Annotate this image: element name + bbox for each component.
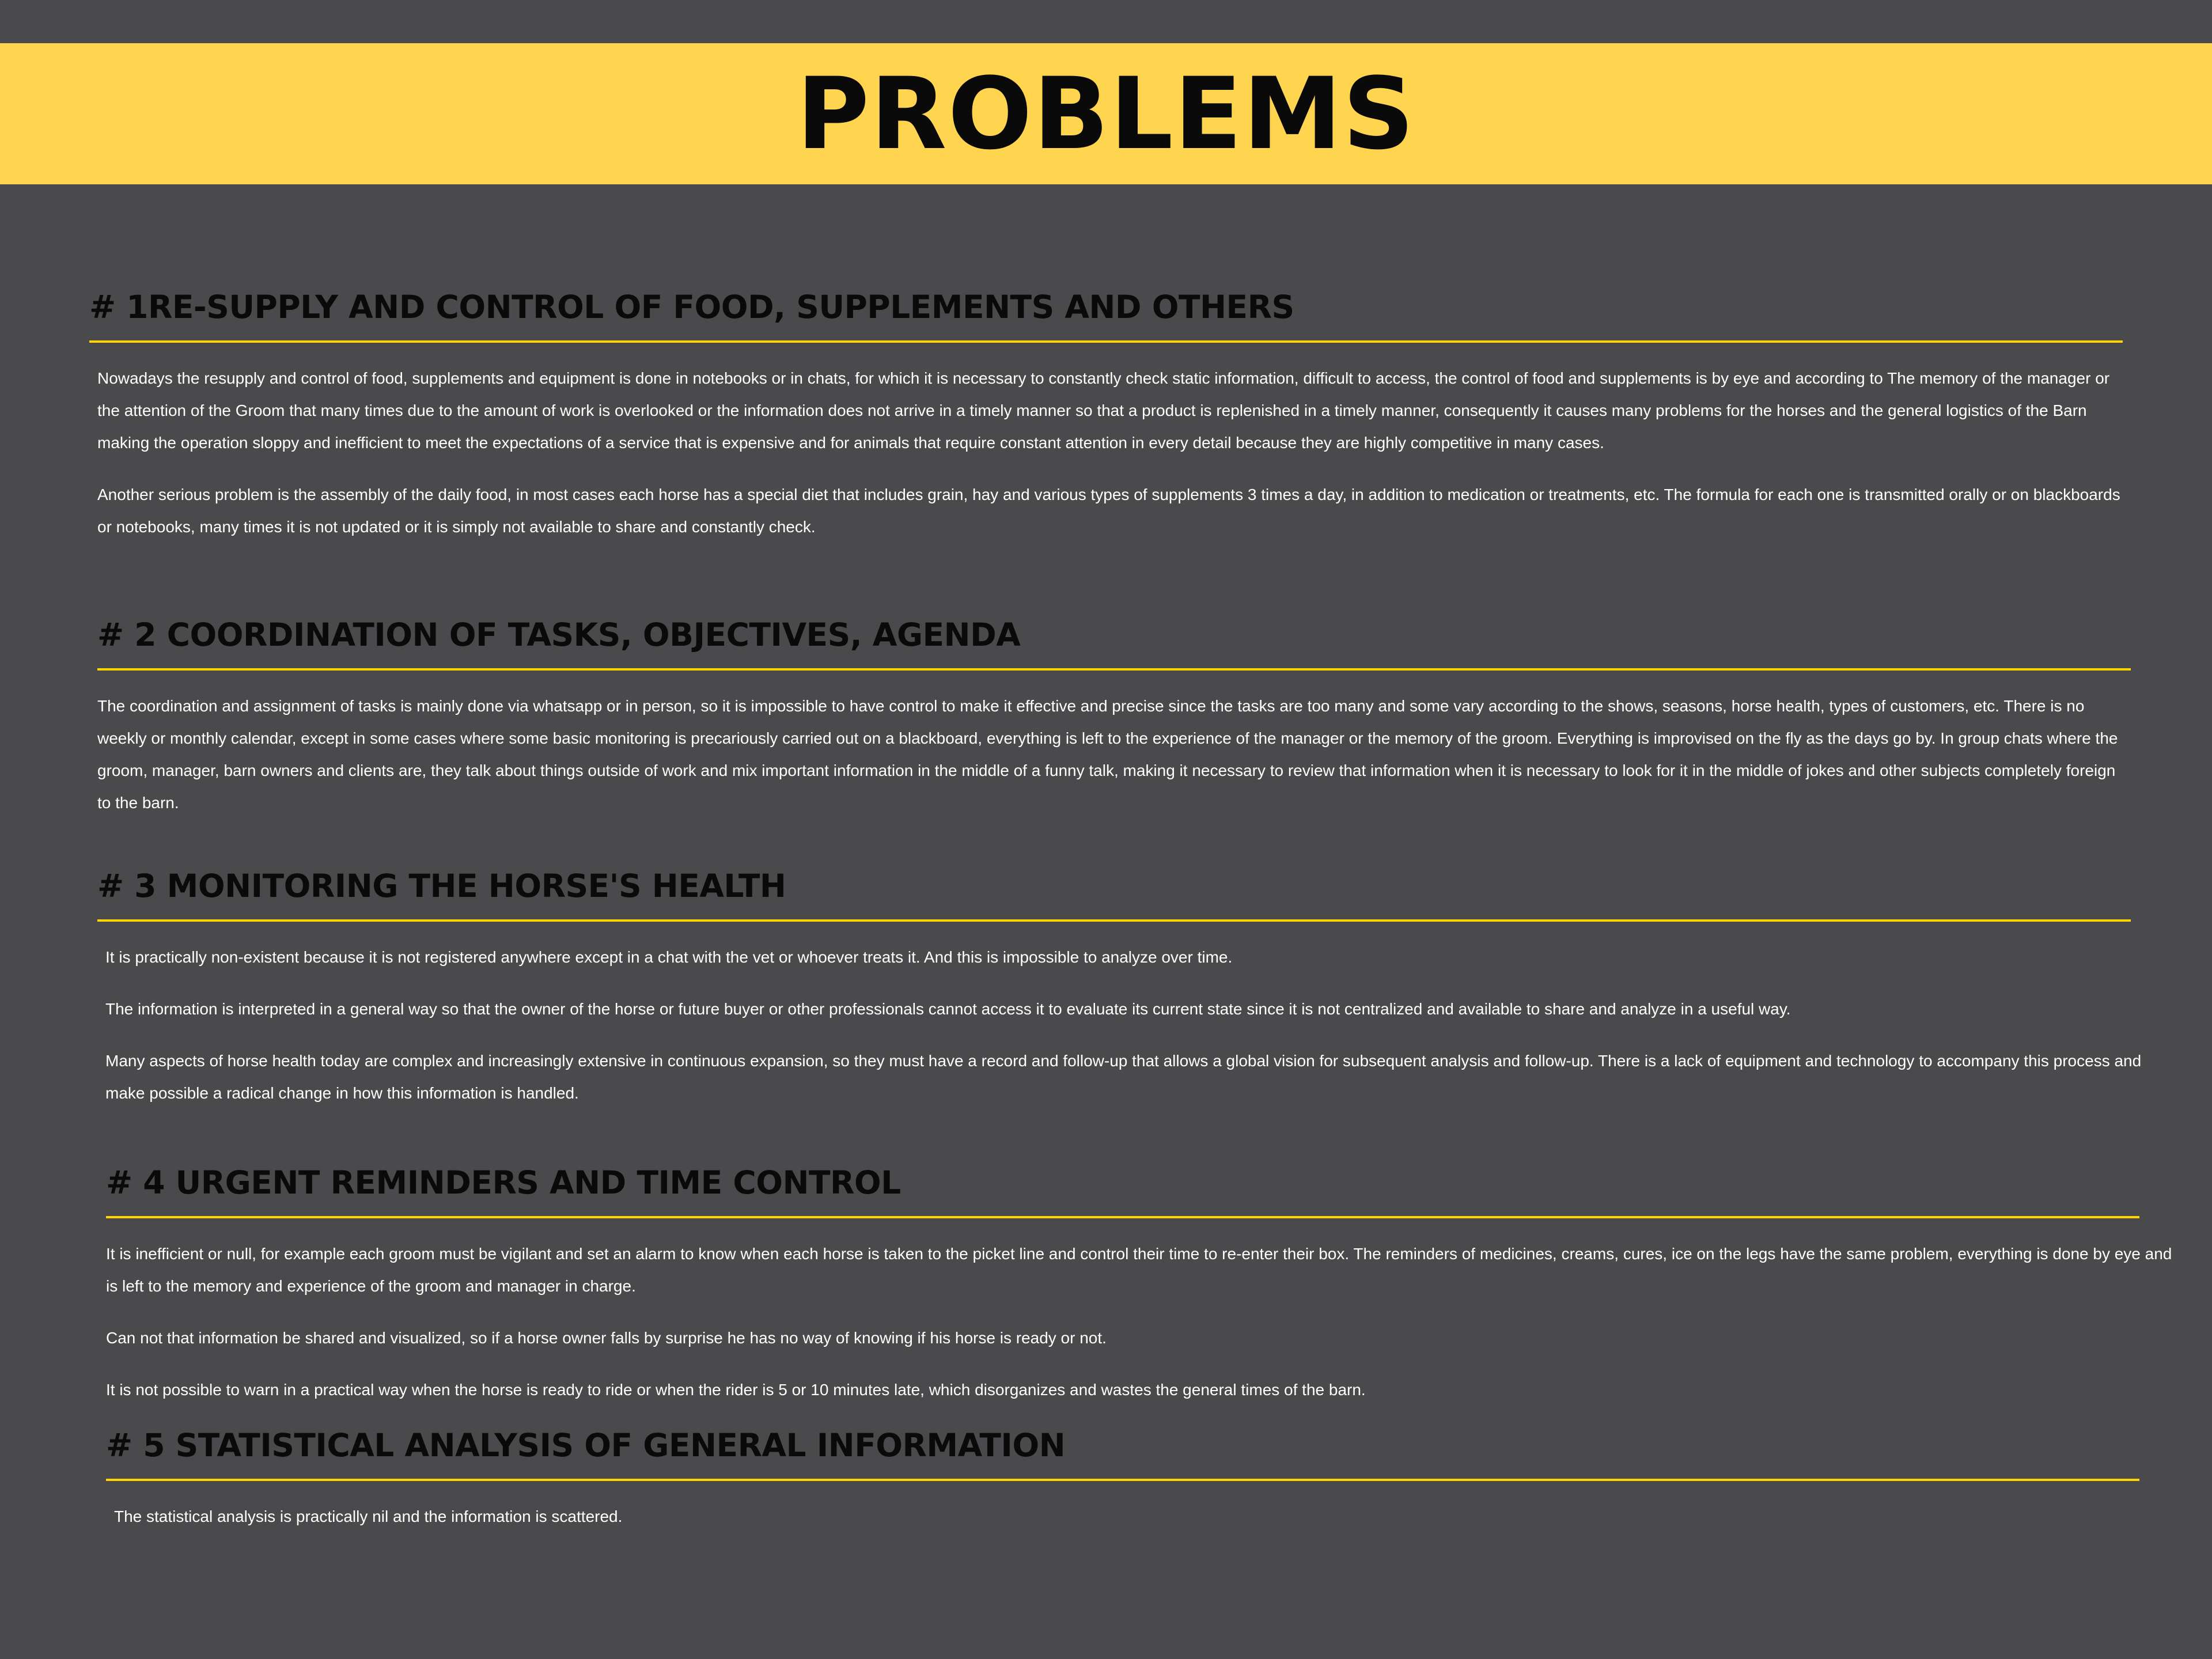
title-banner [0,43,2212,184]
section-horse-health [97,866,2145,1109]
paragraph: The coordination and assignment of tasks is mainly done via whatsapp or in person, so it is impossible to have control to make it effective and precise since the tasks are too many and some vary according to the shows, seasons, horse health, types of customers, etc. There is no weekly or monthly calendar, except in some cases where some basic monitoring is precariously carried out on a blackboard, everything is left to the experience of the manager or the memory of the groom. Everything is improvised on the fly as the days go by. In group chats where the groom, manager, barn owners and clients are, they talk about things outside of work and mix important information in the middle of a funny talk, making it necessary to review that information when it is necessary to look for it in the middle of jokes and other subjects completely foreign to the barn. [97,697,2118,812]
section-body [105,941,2145,1109]
section-divider [97,919,2131,922]
section-heading: # 5 STATISTICAL ANALYSIS OF GENERAL INFORMATION [106,1427,1066,1464]
paragraph: It is not possible to warn in a practical way when the horse is ready to ride or when the rider is 5 or 10 minutes late, which disorganizes and wastes the general times of the barn. [106,1381,1366,1399]
section-task-coordination [97,615,2131,819]
section-divider [106,1479,2139,1481]
section-body [114,1501,2147,1533]
paragraph: It is practically non-existent because it is not registered anywhere except in a chat with the vet or whoever treats it. And this is impossible to analyze over time. [105,948,1233,966]
section-statistical-analysis [106,1425,2147,1533]
paragraph: The information is interpreted in a general way so that the owner of the horse or future buyer or other professionals cannot access it to evaluate its current state since it is not centralized and available to share and analyze in a useful way. [105,1000,1791,1018]
section-heading: # 1RE-SUPPLY AND CONTROL OF FOOD, SUPPLEMENTS AND OTHERS [89,289,1294,325]
section-divider [97,668,2131,671]
section-divider [89,340,2123,343]
section-body [106,1238,2180,1406]
paragraph: It is inefficient or null, for example each groom must be vigilant and set an alarm to know when each horse is taken to the picket line and control their time to re-enter their box. The reminders of medicines, creams, cures, ice on the legs have the same problem, everything is done by eye and is left to the memory and experience of the groom and manager in charge. [106,1245,2172,1295]
section-heading: # 2 COORDINATION OF TASKS, OBJECTIVES, AGENDA [97,616,1021,653]
section-heading: # 3 MONITORING THE HORSE'S HEALTH [97,868,786,904]
paragraph: Nowadays the resupply and control of food, supplements and equipment is done in notebooks or in chats, for which it is necessary to constantly check static information, difficult to access, the control of food and supplements is by eye and according to The memory of the manager or the attention of the Groom that many times due to the amount of work is overlooked or the information does not arrive in a timely manner so that a product is replenished in a timely manner, consequently it causes many problems for the horses and the general logistics of the Barn making the operation sloppy and inefficient to meet the expectations of a service that is expensive and for animals that require constant attention in every detail because they are highly competitive in many cases. [97,369,2110,452]
section-reminders-time [106,1162,2180,1406]
paragraph: Can not that information be shared and visualized, so if a horse owner falls by surprise he has no way of knowing if his horse is ready or not. [106,1329,1107,1347]
paragraph: The statistical analysis is practically nil and the information is scattered. [114,1508,623,1525]
page-title: PROBLEMS [797,56,1415,172]
section-divider [106,1216,2139,1218]
section-heading: # 4 URGENT REMINDERS AND TIME CONTROL [106,1164,901,1201]
section-body [97,362,2131,543]
paragraph: Many aspects of horse health today are complex and increasingly extensive in continuous expansion, so they must have a record and follow-up that allows a global vision for subsequent analysis and follow-up. There is a lack of equipment and technology to accompany this process and make possible a radical change in how this information is handled. [105,1052,2142,1102]
paragraph: Another serious problem is the assembly of the daily food, in most cases each horse has a special diet that includes grain, hay and various types of supplements 3 times a day, in addition to medication or treatments, etc. The formula for each one is transmitted orally or on blackboards or notebooks, many times it is not updated or it is simply not available to share and constantly check. [97,486,2120,536]
section-body [97,690,2131,819]
section-resupply-control [89,287,2131,543]
